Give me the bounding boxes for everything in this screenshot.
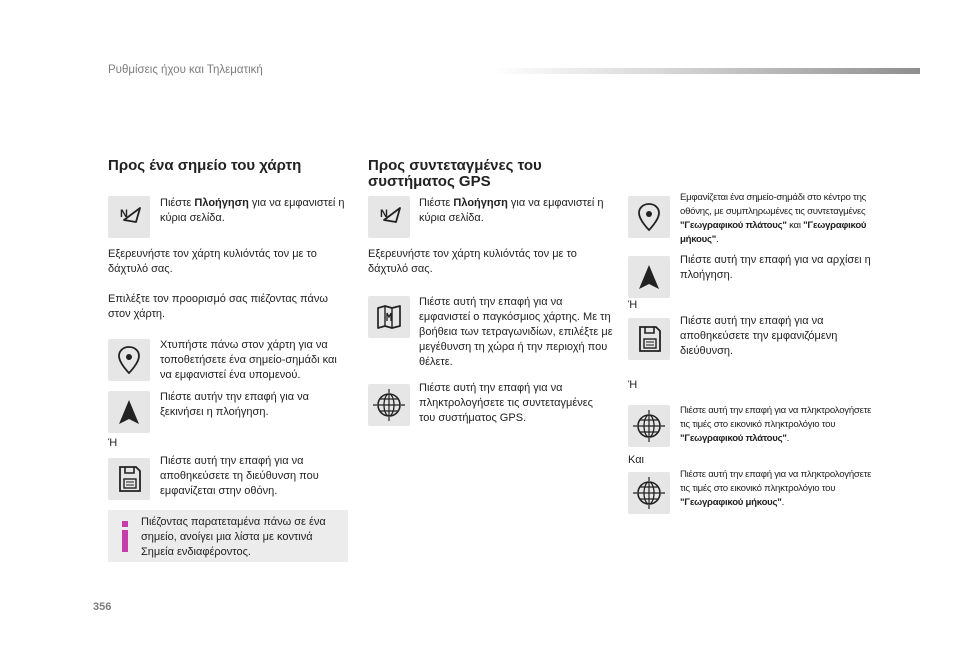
info-icon [118, 518, 132, 554]
globe-coordinates-icon [368, 384, 410, 426]
world-map-icon [368, 296, 410, 338]
left-para1: Εξερευνήστε τον χάρτη κυλιόντάς τον με το δάχτυλό σας. [108, 248, 317, 275]
left-step4-text: Πιέστε αυτή την επαφή για να αποθηκεύσετε τη διεύθυνση που εμφανίζεται στην οθόνη. [160, 455, 319, 497]
right-or-label-1: Ή [628, 299, 638, 311]
left-step2-text: Χτυπήστε πάνω στον χάρτη για να τοποθετήσετε ένα σημείο-σημάδι και να εμφανιστεί ένα υπομενού. [160, 339, 337, 381]
left-step3-text: Πιέστε αυτήν την επαφή για να ξεκινήσει η πλοήγηση. [160, 391, 310, 418]
right-step2-text: Πιέστε αυτή την επαφή για να αρχίσει η πλοήγηση. [680, 254, 871, 281]
middle-column-title-line2: συστήματος GPS [368, 173, 491, 190]
section-title: Ρυθμίσεις ήχου και Τηλεματική [108, 64, 263, 76]
right-step3-text: Πιέστε αυτή την επαφή για να αποθηκεύσετε την εμφανιζόμενη διεύθυνση. [680, 315, 838, 357]
middle-para1: Εξερευνήστε τον χάρτη κυλιόντάς τον με το δάχτυλό σας. [368, 248, 577, 275]
right-step5-text: Πιέστε αυτή την επαφή για να πληκτρολογήσετε τις τιμές στο εικονικό πληκτρολόγιο του "Γεωγραφικού μήκους". [680, 469, 872, 508]
navigation-icon [108, 196, 150, 238]
middle-step2-text: Πιέστε αυτή την επαφή για να εμφανιστεί ο παγκόσμιος χάρτης. Με τη βοήθεια των τετραγωνιδίων, επιλέξτε με μεγέθυνση τη χώρα ή την περιοχή που θέλετε. [419, 296, 613, 368]
info-note-box [108, 510, 348, 562]
save-icon [628, 318, 670, 360]
left-step1-text: Πιέστε Πλοήγηση για να εμφανιστεί η κύρια σελίδα. [160, 197, 345, 224]
header-gradient-bar [490, 68, 920, 74]
globe-coordinates-icon [628, 472, 670, 514]
map-pin-icon [628, 196, 670, 238]
right-or-label-2: Ή [628, 379, 638, 391]
left-or-label: Ή [108, 437, 118, 449]
middle-step1-text: Πιέστε Πλοήγηση για να εμφανιστεί η κύρια σελίδα. [419, 197, 604, 224]
left-para2: Επιλέξτε τον προορισμό σας πιέζοντας πάνω στον χάρτη. [108, 293, 328, 320]
middle-step3-text: Πιέστε αυτή την επαφή για να πληκτρολογήσετε τις συντεταγμένες του συστήματος GPS. [419, 382, 593, 424]
navigation-icon [368, 196, 410, 238]
info-note-text: Πιέζοντας παρατεταμένα πάνω σε ένα σημείο, ανοίγει μια λίστα με κοντινά Σημεία ενδιαφέροντος. [141, 516, 326, 558]
navigate-arrow-icon [628, 256, 670, 298]
globe-coordinates-icon [628, 405, 670, 447]
left-column-title: Προς ένα σημείο του χάρτη [108, 157, 302, 174]
save-icon [108, 458, 150, 500]
middle-column-title-line1: Προς συντεταγμένες του [368, 157, 542, 174]
svg-text:N: N [380, 208, 388, 220]
right-step4-text: Πιέστε αυτή την επαφή για να πληκτρολογήσετε τις τιμές στο εικονικό πληκτρολόγιο του "Γεωγραφικού πλάτους". [680, 405, 872, 444]
page-number: 356 [93, 601, 112, 613]
right-and-label: Και [628, 454, 645, 466]
right-step1-text: Εμφανίζεται ένα σημείο-σημάδι στο κέντρο της οθόνης, με συμπληρωμένες τις συντεταγμένες "Γεωγραφικού πλάτους" και "Γεωγραφικού μήκους". [680, 192, 867, 245]
navigate-arrow-icon [108, 391, 150, 433]
svg-text:N: N [120, 208, 128, 220]
map-pin-icon [108, 339, 150, 381]
